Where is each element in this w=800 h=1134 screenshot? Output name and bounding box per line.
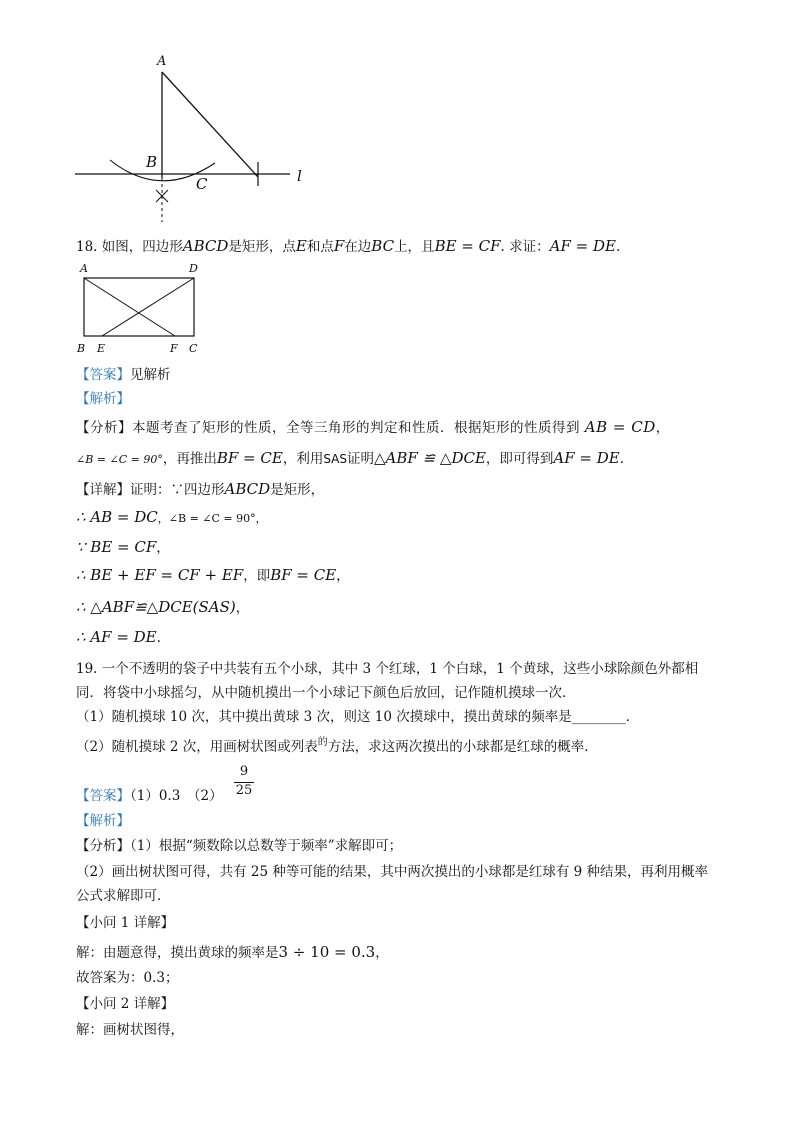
q19-answer: 【答案】（1）0.3 （2） bbox=[76, 788, 223, 804]
point-label-a: A bbox=[157, 54, 167, 69]
q19-analysis-tag: 【解析】 bbox=[76, 813, 130, 829]
q19-stem-line2: 同．将袋中小球摇匀，从中随机摸出一个小球记下颜色后放回，记作随机摸球一次． bbox=[76, 685, 576, 701]
q18-fx-line1: 【分析】本题考查了矩形的性质，全等三角形的判定和性质．根据矩形的性质得到 AB = CD， bbox=[76, 418, 670, 436]
q19-fx-line1: 【分析】（1）根据“频数除以总数等于频率”求解即可； bbox=[76, 838, 403, 854]
answer-fraction-numerator: 9 bbox=[239, 764, 249, 779]
q19-fx-line2: （2）画出树状图可得，共有 25 种等可能的结果，其中两次摸出的小球都是红球有 9 种结果，再利用概率 bbox=[76, 864, 709, 880]
point-label-b: B bbox=[146, 153, 158, 171]
q18-xj-line1: 【详解】证明：∵四边形ABCD是矩形， bbox=[76, 480, 325, 498]
q18-xj-line4: ∴ BE + EF = CF + EF，即BF = CE， bbox=[76, 566, 350, 584]
q18-xj-line5: ∴ △ABF≌△DCE(SAS)， bbox=[76, 598, 250, 616]
rect-label-e: E bbox=[97, 342, 106, 355]
q19-sub1-line1: 解：由题意得，摸出黄球的频率是3 ÷ 10 = 0.3， bbox=[76, 943, 389, 961]
rect-label-b: B bbox=[77, 342, 86, 355]
q18-answer: 【答案】见解析 bbox=[76, 367, 171, 383]
q18-stem: 18. 如图，四边形ABCD是矩形，点E和点F在边BC上，且BE = CF. 求证：AF = DE. bbox=[76, 237, 621, 255]
q19-sub1-line2: 故答案为：0.3； bbox=[76, 970, 179, 986]
answer-fraction-denominator: 25 bbox=[235, 783, 253, 798]
q19-sub2-tag: 【小问 2 详解】 bbox=[76, 996, 175, 1012]
q19-part1: （1）随机摸球 10 次，其中摸出黄球 3 次，则这 10 次摸球中，摸出黄球的频率是________． bbox=[76, 709, 640, 725]
q18-xj-line6: ∴ AF = DE. bbox=[76, 628, 161, 646]
q18-xj-line3: ∵ BE = CF， bbox=[76, 538, 170, 556]
rect-label-a: A bbox=[80, 262, 88, 275]
q19-part2: （2）随机摸球 2 次，用画树状图或列表$^的$方法，求这两次摸出的小球都是红球的概率． bbox=[76, 737, 598, 755]
rect-label-f: F bbox=[170, 342, 178, 355]
line-label-l: l bbox=[297, 167, 302, 185]
q19-fx-line3: 公式求解即可． bbox=[76, 888, 171, 904]
rect-label-d: D bbox=[189, 262, 198, 275]
q19-stem-line1: 19. 一个不透明的袋子中共装有五个小球，其中 3 个红球，1 个白球，1 个黄球，这些小球除颜色外都相 bbox=[76, 661, 699, 677]
q19-sub2-line1: 解：画树状图得， bbox=[76, 1022, 184, 1038]
rect-label-c: C bbox=[189, 342, 198, 355]
point-label-c: C bbox=[196, 175, 208, 193]
q18-xj-line2: ∴ AB = DC，∠B = ∠C = 90°， bbox=[76, 508, 267, 526]
q19-sub1-tag: 【小问 1 详解】 bbox=[76, 915, 175, 931]
q18-fx-line2: ∠B = ∠C = 90°，再推出BF = CE，利用SAS证明△ABF ≌ △DCE，即可得到AF = DE. bbox=[76, 449, 625, 467]
q18-analysis-tag: 【解析】 bbox=[76, 391, 130, 407]
